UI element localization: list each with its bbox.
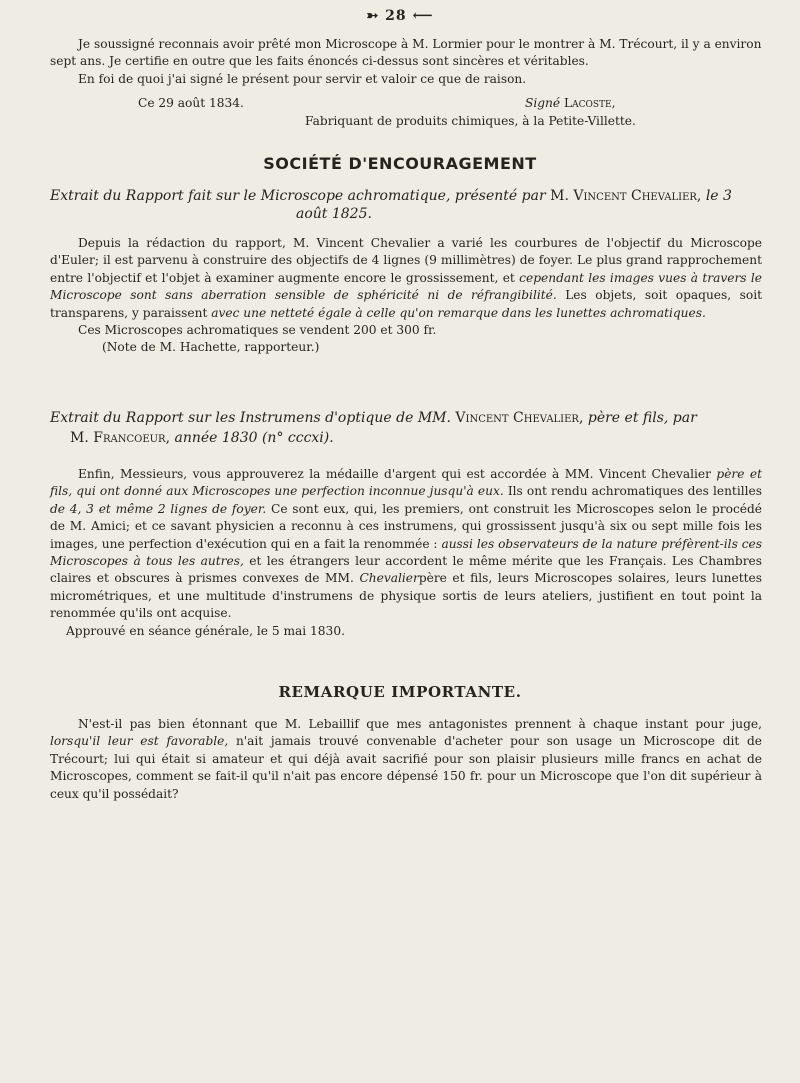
heading-societe: SOCIÉTÉ D'ENCOURAGEMENT	[263, 154, 537, 173]
ornament-left: ➳	[366, 8, 380, 24]
attestation-line-2: sept ans. Je certifie en outre que les faits énoncés ci-dessus sont sincères et véritables.	[50, 54, 589, 69]
signed-label: Signé	[525, 96, 561, 110]
extract2-para1-it4: Chevalier	[359, 571, 419, 586]
remark-body	[50, 716, 762, 803]
attestation-date: Ce 29 août 1834.	[138, 96, 244, 110]
extract1-note: (Note de M. Hachette, rapporteur.)	[102, 340, 320, 355]
extract2-title	[50, 409, 762, 428]
signed-name: Lacoste,	[564, 96, 616, 110]
extract2-approved: Approuvé en séance générale, le 5 mai 1830.	[66, 623, 345, 638]
extract1-title-b: M. Vincent Chevalier,	[550, 188, 702, 204]
extract1-para1-rest: Les objets, soit opaques, soit transparens, y paraissent	[50, 288, 763, 320]
extract1-para1-text: Depuis la rédaction du rapport, M. Vincent Chevalier a varié les courbures de l'objectif du Microscope d'Euler; il est parvenu à construire des objectifs de 4 lignes (9 millimètres) de foyer. Le plus grand rapprochement entre l'objectif et l'objet à examiner augmente encore le grossissement, et	[50, 236, 762, 285]
extract2-title-b: Vincent Chevalier,	[455, 410, 584, 426]
extract2-title-a: Extrait du Rapport sur les Instrumens d'optique de MM.	[50, 410, 451, 426]
extract1-para1-italic: cependant les images vues à travers le Microscope sont sans aberration sensible de sphéricité ni de réfrangibilité.	[50, 270, 763, 303]
extract2-para1-d: et les étrangers leur accordent le même mérite que les Français. Les Chambres claires et obscures à prismes convexes de MM.	[50, 554, 762, 586]
extract1-para1	[50, 235, 762, 322]
page-number-text: 28	[385, 8, 407, 24]
attestation-line-1: Je soussigné reconnais avoir prêté mon Microscope à M. Lormier pour le montrer à M. Trécourt, il y a environ	[78, 37, 762, 51]
signature-line-2: Fabriquant de produits chimiques, à la Petite-Villette.	[305, 114, 636, 128]
extract2-title-line2-a: M.	[70, 430, 89, 446]
attestation-text	[50, 36, 762, 88]
extract2-para1-c: Ce sont eux, qui, les premiers, ont construit les Microscopes selon le procédé de M. Amici; et ce savant physicien a reconnu à ces instrumens, qui grossissent jusqu'à six ou sept mille fois les images, une perfection d'exécution qui en a fait la renommée :	[50, 501, 763, 551]
extract2-title-line2-b: Francoeur,	[93, 430, 171, 446]
extract1-body	[50, 235, 762, 357]
extract1-para1-italic2: avec une netteté égale à celle qu'on remarque dans les lunettes achromatiques.	[211, 305, 706, 320]
page-number	[0, 8, 800, 24]
remark-para	[50, 716, 762, 803]
extract2-para1-it2: de 4, 3 et même 2 lignes de foyer.	[50, 501, 267, 516]
extract2-para1-it3: aussi les observateurs de la nature préfèrent-ils ces Microscopes à tous les autres,	[50, 536, 762, 569]
attestation-line-3: En foi de quoi j'ai signé le présent pour servir et valoir ce que de raison.	[78, 71, 527, 86]
extract2-title-line2-c: année 1830 (n° cccxi).	[174, 430, 334, 446]
extract2-para1	[50, 466, 762, 623]
remark-para-a: N'est-il pas bien étonnant que M. Lebaillif que mes antagonistes prennent à chaque instant pour juge,	[78, 717, 762, 731]
heading-remarque: REMARQUE IMPORTANTE.	[278, 683, 522, 701]
remark-para-italic: lorsqu'il leur est favorable,	[50, 734, 229, 749]
extract1-title-line2: août 1825.	[296, 206, 372, 222]
extract2-body	[50, 466, 762, 640]
remark-para-b: n'ait jamais trouvé convenable d'acheter pour son usage un Microscope dit de Trécourt; lui qui était si amateur et qui déjà avait sacrifié pour son plaisir plusieurs mille francs en achat de Microscopes, comment se fait-il qu'il n'ait pas encore dépensé 150 fr. pour un Microscope que l'on dit supérieur à ceux qu'il possédait?	[50, 734, 763, 801]
signature	[525, 95, 615, 112]
extract2-title-line2	[70, 429, 670, 448]
extract2-para1-a: Enfin, Messieurs, vous approuverez la médaille d'argent qui est accordée à MM. Vincent Chevalier	[78, 467, 711, 481]
extract1-title-c: le 3	[705, 188, 732, 204]
extract2-para1-it1: père et fils, qui ont donné aux Microscopes une perfection inconnue jusqu'à eux.	[50, 467, 762, 499]
extract2-para1-e: père et fils, leurs Microscopes solaires, leurs lunettes micrométriques, et une multitude d'instrumens de physique sortis de leurs ateliers, justifient en tout point la renommée qu'ils ont acquise.	[50, 571, 763, 621]
extract1-title-a: Extrait du Rapport fait sur le Microscope achromatique, présenté par	[50, 188, 546, 204]
extract2-title-c: père et fils, par	[587, 410, 697, 426]
extract2-para1-b: Ils ont rendu achromatiques des lentilles	[507, 484, 762, 499]
ornament-right: ⟵	[412, 8, 434, 24]
extract1-para2: Ces Microscopes achromatiques se vendent 200 et 300 fr.	[78, 323, 437, 338]
extract1-title	[50, 187, 762, 206]
